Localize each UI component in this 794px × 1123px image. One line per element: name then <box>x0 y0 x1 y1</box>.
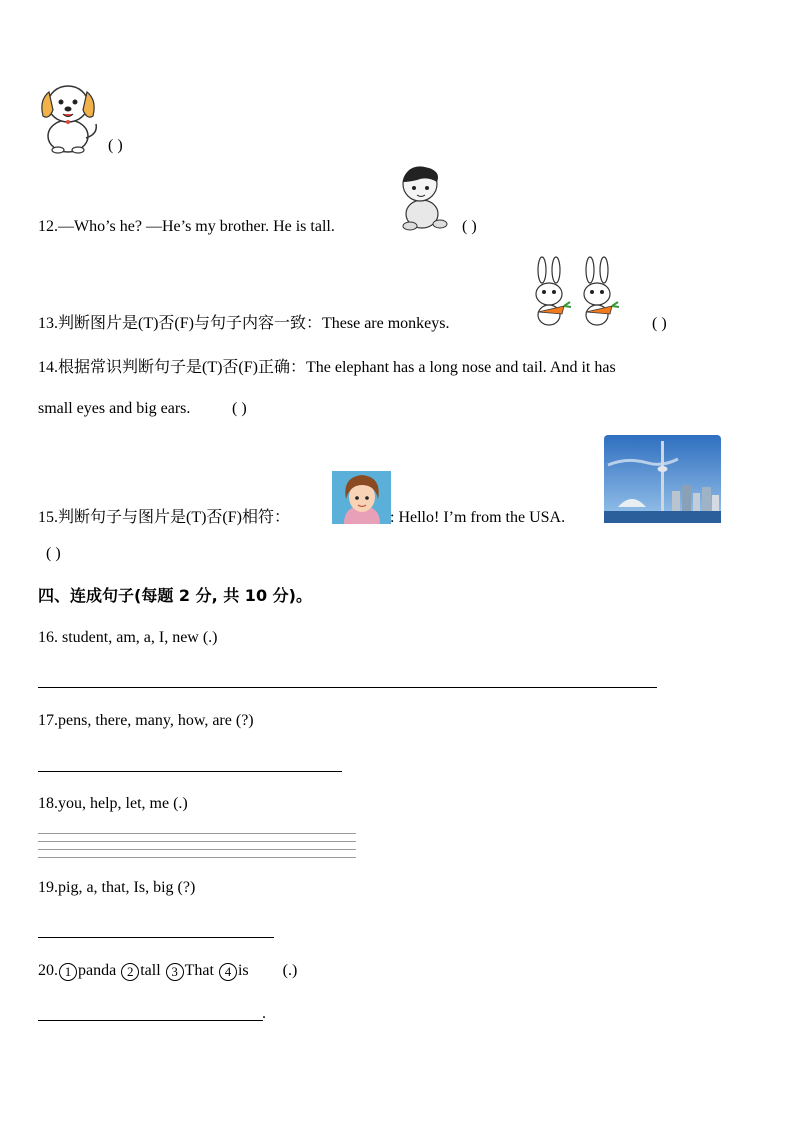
q20-punctuation: (.) <box>282 962 298 979</box>
q12-answer-paren[interactable]: ( ) <box>462 218 477 235</box>
q20-number: 20. <box>38 962 58 979</box>
q20-circle-1: 1 <box>59 963 77 981</box>
q12-question: 12.—Who’s he? —He’s my brother. He is tall. <box>38 218 335 235</box>
q20-word-1: panda <box>78 962 117 979</box>
q20-question <box>38 961 297 981</box>
q16-question: 16. student, am, a, I, new (.) <box>38 629 218 646</box>
q15-answer-paren[interactable]: ( ) <box>46 545 61 562</box>
q18-writing-line-1[interactable] <box>38 833 356 834</box>
q19-question: 19.pig, a, that, Is, big (?) <box>38 879 196 896</box>
boy-image <box>396 164 450 232</box>
q20-word-4: is <box>237 962 249 979</box>
q20-end-period: . <box>262 1005 266 1022</box>
q18-writing-line-2[interactable] <box>38 841 356 842</box>
q20-answer-line[interactable] <box>38 1020 263 1021</box>
q19-answer-line[interactable] <box>38 937 274 938</box>
q17-answer-line[interactable] <box>38 771 342 772</box>
q17-question: 17.pens, there, many, how, are (?) <box>38 712 254 729</box>
q20-word-2: tall <box>140 962 161 979</box>
q14-answer-paren[interactable]: ( ) <box>232 400 247 417</box>
q15-question-end: : Hello! I’m from the USA. <box>390 509 566 526</box>
q20-circle-2: 2 <box>121 963 139 981</box>
q18-writing-line-4[interactable] <box>38 857 356 858</box>
girl-face-image <box>332 471 391 524</box>
city-skyline-image <box>604 435 721 523</box>
dog-image <box>36 78 100 154</box>
q20-circle-3: 3 <box>166 963 184 981</box>
q15-question-start: 15.判断句子与图片是(T)否(F)相符： <box>38 509 290 526</box>
q18-writing-line-3[interactable] <box>38 849 356 850</box>
q13-question: 13.判断图片是(T)否(F)与句子内容一致：These are monkeys. <box>38 315 450 332</box>
q18-question: 18.you, help, let, me (.) <box>38 795 188 812</box>
section-4-heading: 四、连成句子(每题 2 分, 共 10 分)。 <box>38 586 312 605</box>
q20-word-3: That <box>184 962 214 979</box>
q14-question-line1: 14.根据常识判断句子是(T)否(F)正确：The elephant has a long nose and tail. And it has <box>38 359 616 376</box>
rabbits-image <box>528 256 624 328</box>
q14-question-line2: small eyes and big ears. <box>38 400 191 417</box>
q20-circle-4: 4 <box>219 963 237 981</box>
q13-answer-paren[interactable]: ( ) <box>652 315 667 332</box>
q11-answer-paren[interactable]: ( ) <box>108 137 123 154</box>
q16-answer-line[interactable] <box>38 687 657 688</box>
